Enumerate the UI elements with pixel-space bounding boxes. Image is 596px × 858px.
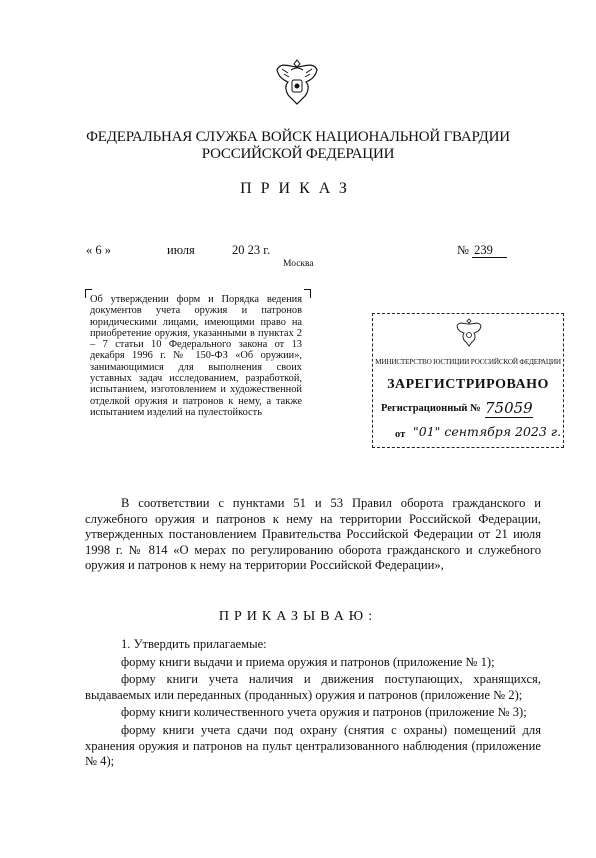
stamp-reg-number: 75059 [485, 399, 533, 417]
stamp-date-value: "01" сентября 2023 г. [413, 424, 562, 439]
item-1: 1. Утвердить прилагаемые: [121, 637, 267, 651]
preamble-paragraph: В соответствии с пунктами 51 и 53 Правил оборота гражданского и служебного оружия и патронов к нему на территории Российской Федерации, утвержденных постановлением Правительства Российской Федерации от 21 июля 1998 г. № 814 «О мерах по регулированию оборота гражданского и служебного оружия и патронов к нему на территории Российской Федерации», [85, 496, 541, 573]
order-subject: Об утверждении форм и Порядка ведения документов учета оружия и патронов юридическими лицами, имеющими право на приобретение оружия, указанными в пунктах 2 – 7 статьи 10 Федерального закона от 13 декабря 1996 г. № 150-ФЗ «Об оружии», занимающимися для выполнения своих уставных задач исследованием, разработкой, испытанием, изготовлением и художественной отделкой оружия и патронов к нему, а также испытанием изделий на пулестойкость [90, 294, 302, 418]
order-month: июля [167, 243, 195, 257]
stamp-ministry: МИНИСТЕРСТВО ЮСТИЦИИ РОССИЙСКОЙ ФЕДЕРАЦИИ [375, 358, 561, 366]
form-3: форму книги количественного учета оружия и патронов (приложение № 3); [121, 705, 527, 720]
agency-name: ФЕДЕРАЛЬНАЯ СЛУЖБА ВОЙСК НАЦИОНАЛЬНОЙ ГВАРДИИ [86, 129, 510, 145]
agency-header [0, 129, 596, 163]
coat-of-arms-icon [274, 56, 320, 108]
form-4: форму книги учета сдачи под охрану (снятия с охраны) помещений для хранения оружия и патронов на пульт централизованного наблюдения (приложение № 4); [85, 722, 541, 769]
agency-country: РОССИЙСКОЙ ФЕДЕРАЦИИ [201, 146, 395, 162]
stamp-emblem-icon [455, 318, 483, 348]
order-number-label: № [457, 243, 469, 257]
registration-stamp [372, 313, 564, 448]
stamp-date-label: от [395, 429, 406, 440]
stamp-reg-label: Регистрационный № [381, 403, 481, 414]
order-number-value: 239 [472, 243, 507, 258]
order-number [457, 243, 507, 258]
stamp-registered: ЗАРЕГИСТРИРОВАНО [387, 377, 549, 392]
order-year: 20 23 г. [232, 243, 271, 257]
order-city: Москва [283, 259, 314, 269]
document-type-title: ПРИКАЗ [240, 180, 356, 197]
order-day: « 6 » [86, 243, 111, 257]
form-2: форму книги учета наличия и движения поступающих, хранящихся, выдаваемых или переданных (проданных) оружия и патронов (приложение № 2); [85, 672, 541, 702]
subject-bracket-right [304, 289, 311, 298]
order-word: ПРИКАЗЫВАЮ: [218, 609, 378, 624]
form-1: форму книги выдачи и приема оружия и патронов (приложение № 1); [121, 654, 495, 669]
order-items [85, 637, 541, 772]
